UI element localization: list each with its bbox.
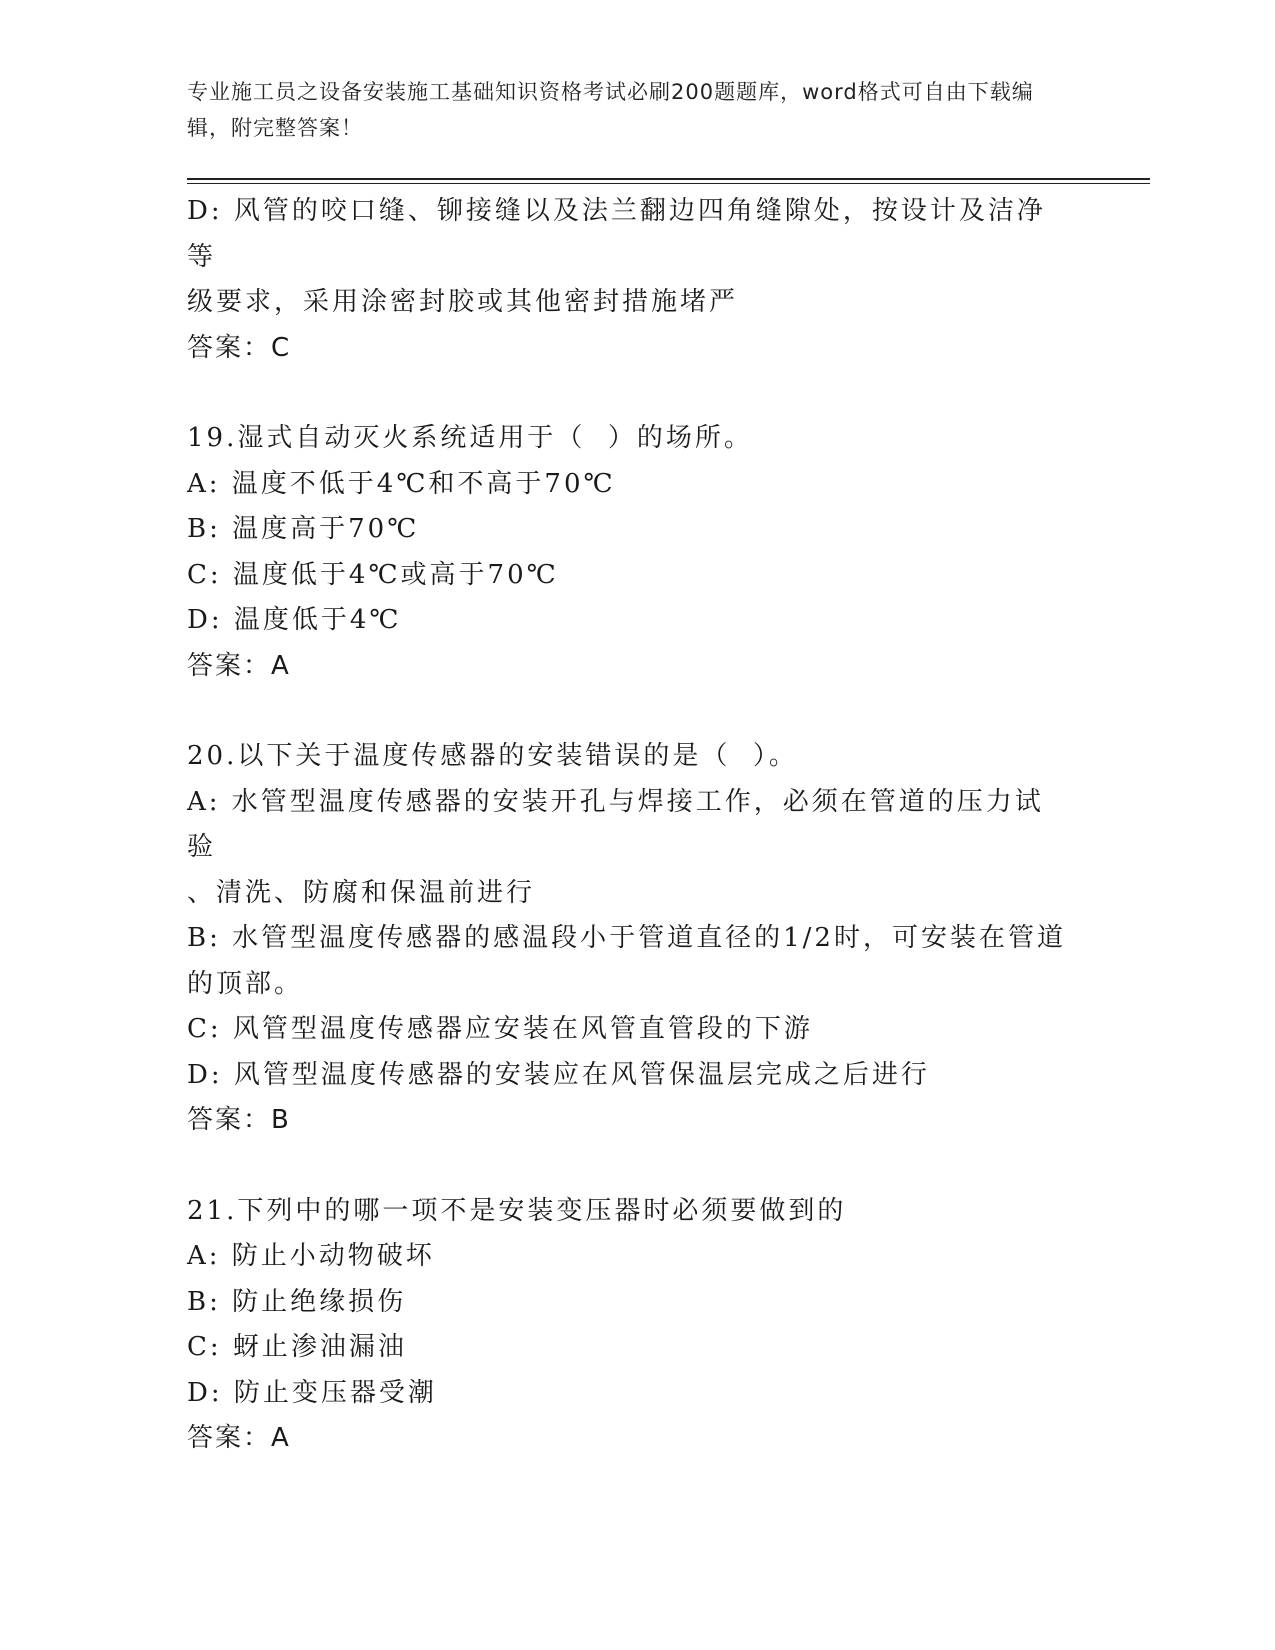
question-21: [187, 1189, 1072, 1462]
option-a: A: 防止小动物破坏: [187, 1241, 435, 1271]
question-stem: 21.下列中的哪一项不是安装变压器时必须要做到的: [187, 1195, 847, 1226]
option-b: B: 温度高于70℃: [187, 514, 420, 544]
answer-line: 答案：C: [187, 332, 292, 363]
option-b: B: 防止绝缘损伤: [187, 1286, 407, 1317]
option-a-line-2: 、清洗、防腐和保温前进行: [187, 877, 536, 908]
document-header-title: 专业施工员之设备安装施工基础知识资格考试必刷200题题库，word格式可自由下载编辑，附完整答案！: [187, 80, 1034, 140]
option-a: A: 温度不低于4℃和不高于70℃: [187, 468, 616, 499]
option-d-line-1: D: 风管的咬口缝、铆接缝以及法兰翻边四角缝隙处，按设计及洁净等: [187, 196, 1046, 272]
question-stem: 19.湿式自动灭火系统适用于（ ）的场所。: [187, 423, 753, 453]
option-d: D: 防止变压器受潮: [187, 1377, 437, 1408]
option-c: C: 温度低于4℃或高于70℃: [187, 559, 559, 590]
option-d-line-2: 级要求，采用涂密封胶或其他密封措施堵严: [187, 287, 739, 317]
document-header: [187, 74, 1067, 146]
option-d: D: 温度低于4℃: [187, 605, 402, 635]
header-divider-thick: [187, 178, 1150, 180]
header-divider-thin: [187, 183, 1150, 184]
question-19: [187, 416, 1072, 689]
option-b-line-2: 的顶部。: [187, 968, 304, 999]
option-c: C: 风管型温度传感器应安装在风管直管段的下游: [187, 1014, 813, 1044]
answer-line: 答案：A: [187, 650, 291, 681]
answer-line: 答案：A: [187, 1423, 291, 1453]
option-a-line-1: A: 水管型温度传感器的安装开孔与焊接工作，必须在管道的压力试验: [187, 786, 1044, 862]
option-b-line-1: B: 水管型温度传感器的感温段小于管道直径的1/2时，可安装在管道: [187, 923, 1066, 953]
document-body: [187, 189, 1072, 1462]
question-20: [187, 734, 1072, 1144]
option-c: C: 蚜止渗油漏油: [187, 1332, 407, 1362]
question-18-continuation: [187, 189, 1072, 371]
option-d: D: 风管型温度传感器的安装应在风管保温层完成之后进行: [187, 1059, 930, 1090]
answer-line: 答案：B: [187, 1105, 291, 1135]
question-stem: 20.以下关于温度传感器的安装错误的是（ ）。: [187, 741, 798, 771]
